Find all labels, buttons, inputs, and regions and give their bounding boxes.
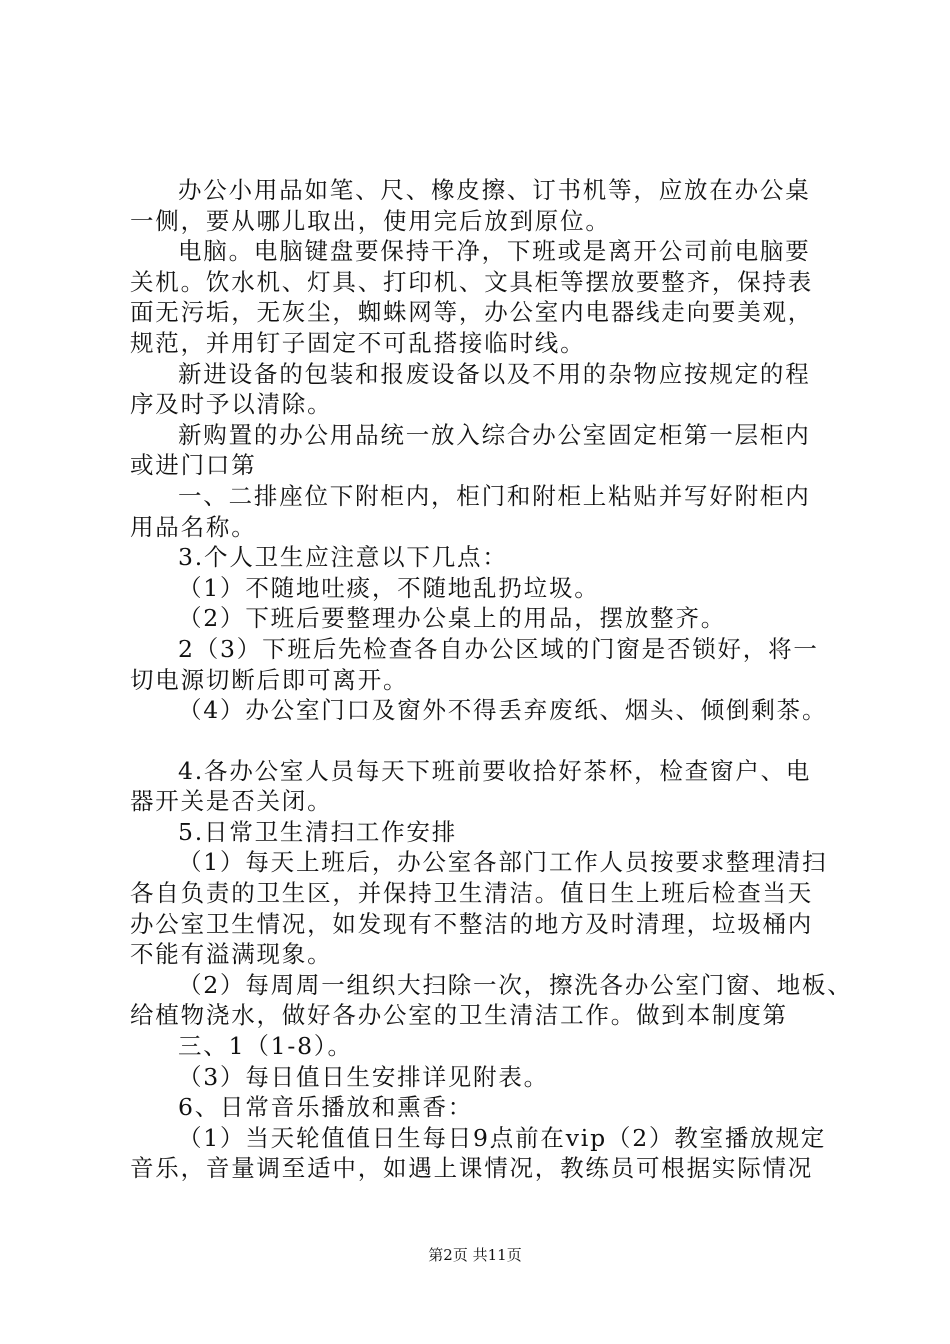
list-item: （1）当天轮值值日生每日9点前在vip（2）教室播放规定 bbox=[178, 1123, 827, 1152]
text-line: 办公室卫生情况，如发现有不整洁的地方及时清理，垃圾桶内 bbox=[130, 909, 814, 938]
text-line: 序及时予以清除。 bbox=[130, 390, 333, 419]
list-item: （4）办公室门口及窗外不得丢弃废纸、烟头、倾倒剩茶。 bbox=[178, 696, 828, 725]
text-line: 面无污垢，无灰尘，蜘蛛网等，办公室内电器线走向要美观， bbox=[130, 298, 814, 327]
list-item: （3）每日值日生安排详见附表。 bbox=[178, 1062, 549, 1091]
text-line: 器开关是否关闭。 bbox=[130, 787, 333, 816]
text-line: 各自负责的卫生区，并保持卫生清洁。值日生上班后检查当天 bbox=[130, 879, 814, 908]
paragraph-gap bbox=[130, 726, 830, 756]
section-heading: 6、日常音乐播放和熏香： bbox=[178, 1093, 474, 1122]
section-heading: 5.日常卫生清扫工作安排 bbox=[178, 817, 458, 846]
text-line: 或进门口第 bbox=[130, 451, 257, 480]
text-line: 新购置的办公用品统一放入综合办公室固定柜第一层柜内 bbox=[178, 420, 811, 449]
list-item: （1）每天上班后，办公室各部门工作人员按要求整理清扫 bbox=[178, 848, 828, 877]
text-line: 三、1（1-8）。 bbox=[178, 1032, 353, 1061]
text-line: 办公小用品如笔、尺、橡皮擦、订书机等，应放在办公桌 bbox=[178, 176, 811, 204]
text-line: 规范，并用钉子固定不可乱搭接临时线。 bbox=[130, 328, 586, 357]
text-line: 不能有溢满现象。 bbox=[130, 940, 333, 969]
section-heading: 4.各办公室人员每天下班前要收拾好茶杯，检查窗户、电 bbox=[178, 756, 812, 785]
text-line: 一侧，要从哪儿取出，使用完后放到原位。 bbox=[130, 206, 611, 235]
list-item: （2）下班后要整理办公桌上的用品，摆放整齐。 bbox=[178, 604, 727, 633]
list-item: （1）不随地吐痰，不随地乱扔垃圾。 bbox=[178, 573, 600, 602]
section-heading: 3.个人卫生应注意以下几点： bbox=[178, 543, 508, 572]
list-item: （2）每周周一组织大扫除一次，擦洗各办公室门窗、地板、 bbox=[178, 970, 853, 999]
text-line: 用品名称。 bbox=[130, 512, 257, 541]
text-line: 音乐，音量调至适中，如遇上课情况，教练员可根据实际情况 bbox=[130, 1154, 814, 1183]
text-line: 给植物浇水，做好各办公室的卫生清洁工作。做到本制度第 bbox=[130, 1001, 788, 1030]
document-body bbox=[130, 175, 853, 1184]
text-line: 新进设备的包装和报废设备以及不用的杂物应按规定的程 bbox=[178, 359, 811, 388]
text-line: 一、二排座位下附柜内，柜门和附柜上粘贴并写好附柜内 bbox=[178, 481, 811, 510]
text-line: 关机。饮水机、灯具、打印机、文具柜等摆放要整齐，保持表 bbox=[130, 267, 814, 296]
text-line: 切电源切断后即可离开。 bbox=[130, 665, 409, 694]
page-number-footer: 第2页 共11页 bbox=[428, 1246, 522, 1264]
list-item: 2（3）下班后先检查各自办公区域的门窗是否锁好，将一 bbox=[178, 634, 819, 663]
text-line: 电脑。电脑键盘要保持干净，下班或是离开公司前电脑要 bbox=[178, 237, 811, 266]
